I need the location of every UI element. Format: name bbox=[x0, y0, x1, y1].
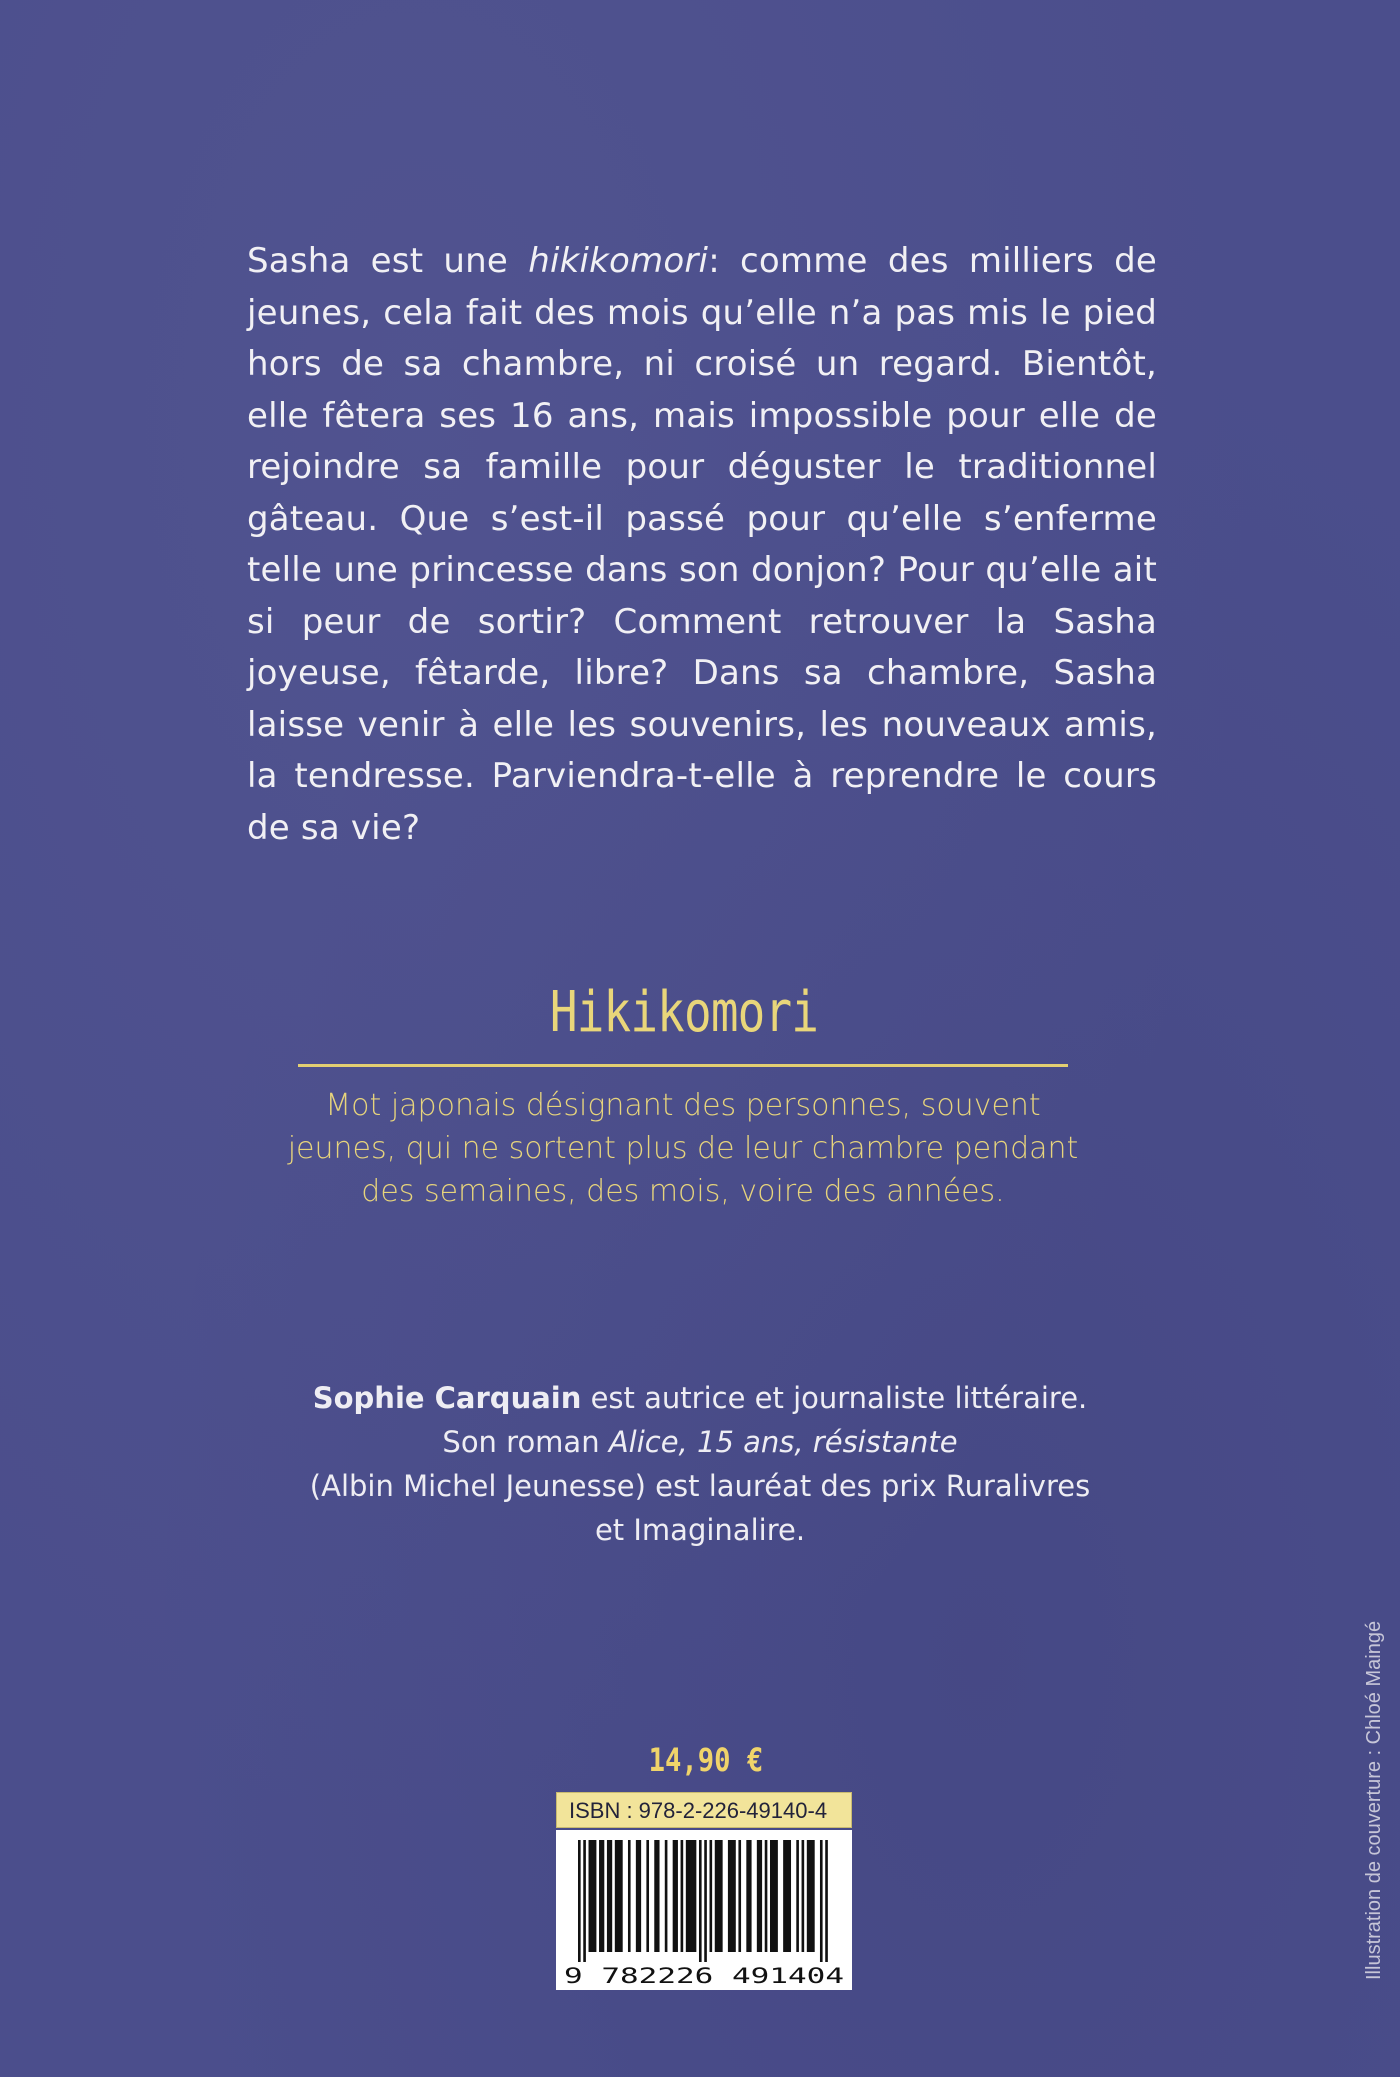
barcode-bar bbox=[583, 1840, 586, 1962]
illustration-credit: Illustration de couverture : Chloé Maingé bbox=[1363, 1620, 1385, 1980]
author-line-1: est autrice et journaliste littéraire. bbox=[581, 1381, 1088, 1415]
barcode-bar bbox=[802, 1840, 805, 1952]
barcode-bar bbox=[615, 1840, 623, 1952]
barcode-bar bbox=[820, 1840, 823, 1962]
barcode-bar bbox=[599, 1840, 604, 1952]
isbn-block bbox=[556, 1792, 852, 2030]
definition-divider bbox=[298, 1064, 1068, 1067]
author-name: Sophie Carquain bbox=[312, 1381, 582, 1415]
author-bio bbox=[260, 1376, 1140, 1552]
blurb-italic-word: hikikomori bbox=[528, 241, 709, 281]
barcode-bar bbox=[673, 1840, 678, 1952]
barcode-bar bbox=[589, 1840, 597, 1952]
author-line-2-start: Son roman bbox=[442, 1425, 609, 1459]
barcode-bar bbox=[738, 1840, 741, 1952]
barcode-bar bbox=[607, 1840, 612, 1952]
barcode bbox=[556, 1830, 852, 1990]
barcode-bar bbox=[699, 1840, 702, 1962]
blurb-part-2: : comme des milliers de jeunes, cela fait des mois qu’elle n’a pas mis le pied hors de sa chambre, ni croisé un regard. Bientôt, elle fêtera ses 16 ans, mais impossible pour elle de rejoindre sa famille pour déguster le traditionnel gâteau. Que s’est-il passé pour qu’elle s’enferme telle une princesse dans son donjon? Pour qu’elle ait si peur de sortir? Comment retrouver la Sasha joyeuse, fêtarde, libre? Dans sa chambre, Sasha laisse venir à elle les souvenirs, les nouveaux amis, la tendresse. Parviendra-t-elle à reprendre le cours de sa vie? bbox=[247, 241, 1158, 848]
barcode-bar bbox=[770, 1840, 778, 1952]
price-label: 14,90 € bbox=[648, 1741, 764, 1779]
definition-text: Mot japonais désignant des personnes, souvent jeunes, qui ne sortent plus de leur chambre pendant des semaines, des mois, voire des années. bbox=[287, 1088, 1079, 1209]
barcode-bar bbox=[783, 1840, 791, 1952]
barcode-bar bbox=[796, 1840, 799, 1952]
barcode-bar bbox=[746, 1840, 751, 1952]
barcode-bar bbox=[710, 1840, 713, 1952]
barcode-bar bbox=[665, 1840, 668, 1952]
barcode-digits: 9 782226 491404 bbox=[564, 1964, 844, 1988]
barcode-bar bbox=[578, 1840, 581, 1962]
barcode-bar bbox=[825, 1840, 828, 1962]
barcode-bar bbox=[757, 1840, 762, 1952]
barcode-bar bbox=[654, 1840, 659, 1952]
barcode-bar bbox=[715, 1840, 723, 1952]
barcode-bar bbox=[628, 1840, 631, 1952]
blurb-text bbox=[247, 236, 1157, 854]
barcode-bar bbox=[646, 1840, 649, 1952]
blurb-part-1: Sasha est une bbox=[247, 241, 529, 281]
isbn-label: ISBN : 978-2-226-49140-4 bbox=[556, 1792, 852, 1828]
barcode-bar bbox=[765, 1840, 768, 1952]
barcode-bar bbox=[681, 1840, 684, 1952]
barcode-bar bbox=[636, 1840, 641, 1952]
barcode-bar bbox=[704, 1840, 707, 1962]
definition-title: Hikikomori bbox=[549, 980, 819, 1045]
barcode-bar bbox=[807, 1840, 815, 1952]
barcode-graphic bbox=[556, 1830, 852, 1990]
barcode-bar bbox=[728, 1840, 736, 1952]
author-line-3: (Albin Michel Jeunesse) est lauréat des prix Ruralivres bbox=[309, 1469, 1091, 1503]
author-line-4: et Imaginalire. bbox=[594, 1513, 806, 1547]
barcode-bar bbox=[686, 1840, 697, 1952]
author-book-title: Alice, 15 ans, résistante bbox=[608, 1425, 958, 1459]
